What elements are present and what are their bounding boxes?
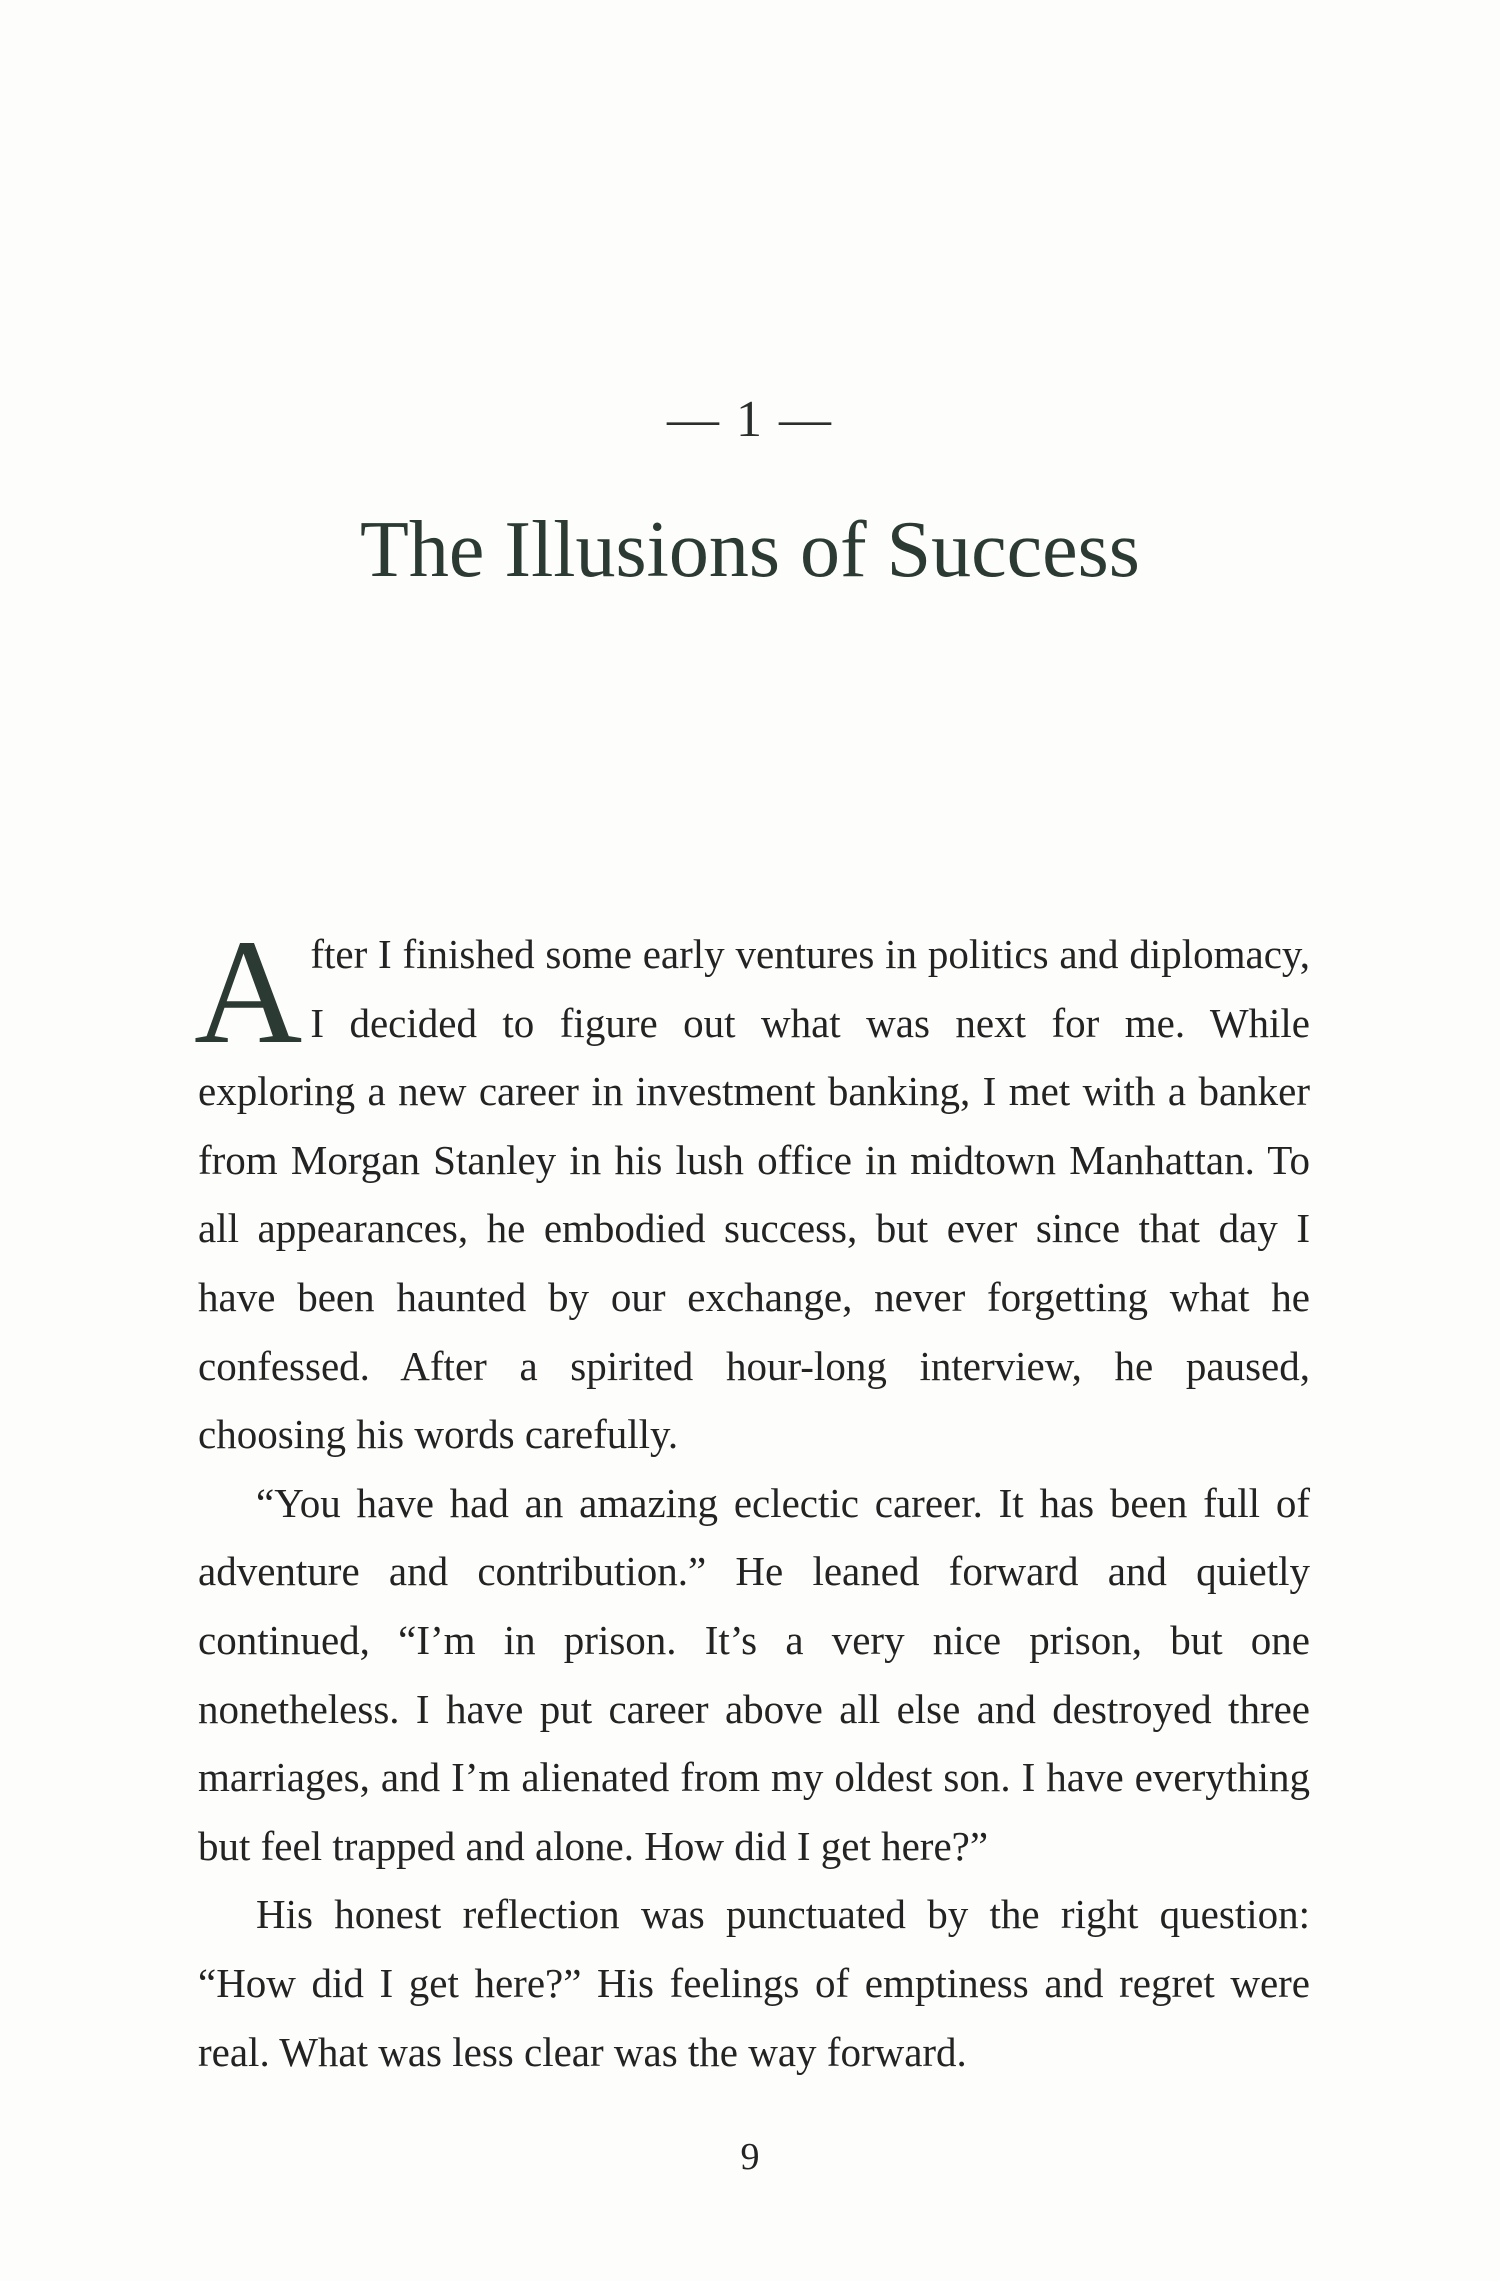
paragraph-3: His honest reflection was punctuated by the right question: “How did I get here?” His feelings of emptiness and regret were real. What was less clear was the way forward. xyxy=(198,1891,1310,2075)
paragraph-2: “You have had an amazing eclectic career. It has been full of adventure and contribution.” He leaned forward and quietly continued, “I’m in prison. It’s a very nice prison, but one nonetheless. I have put career above all else and destroyed three marriages, and I’m alienated from my oldest son. I have everything but feel trapped and alone. How did I get here?” xyxy=(198,1479,1310,1869)
paragraph-1-text: fter I finished some early ventures in politics and diplomacy, I decided to figure out what was next for me. While exploring a new career in investment banking, I met with a banker from Morgan Stanley in his lush office in midtown Manhattan. To all appearances, he embodied success, but ever since that day I have been haunted by our exchange, never forgetting what he confessed. After a spirited hour-long interview, he paused, choosing his words carefully. xyxy=(198,931,1310,1458)
chapter-title: The Illusions of Success xyxy=(360,506,1140,594)
paragraph-1 xyxy=(194,909,1310,1469)
chapter-body xyxy=(194,909,1310,2086)
page-number: 9 xyxy=(740,2136,760,2178)
drop-cap: A xyxy=(194,909,303,1075)
chapter-number: — 1 — xyxy=(667,391,833,448)
